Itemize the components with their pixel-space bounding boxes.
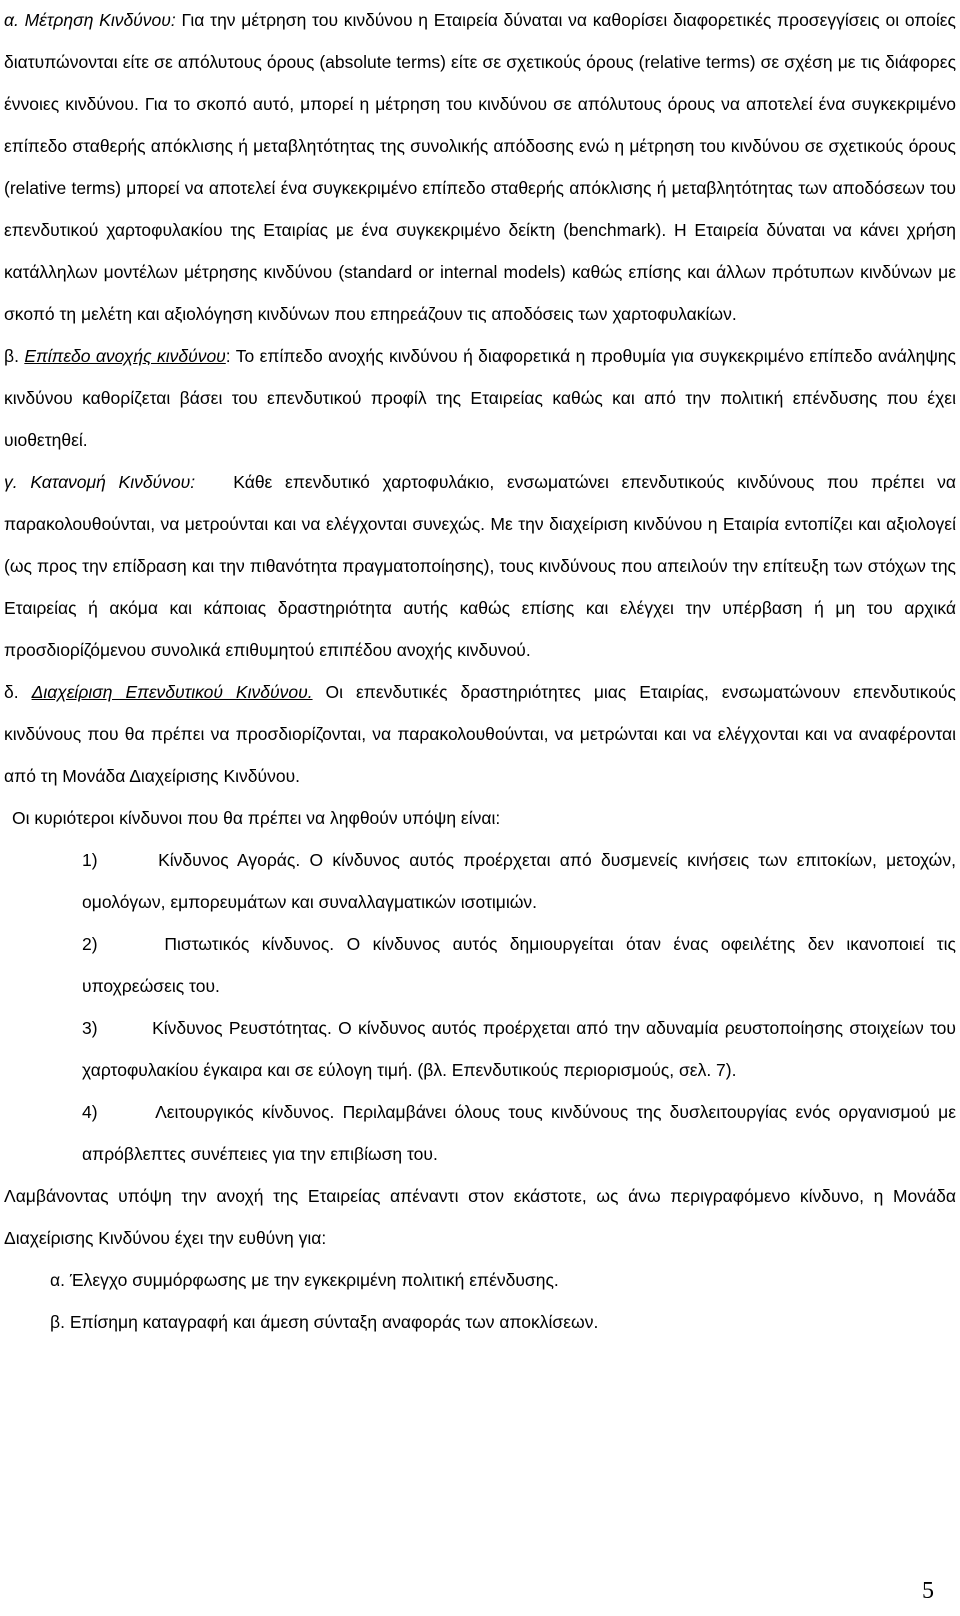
risk-name: Λειτουργικός κίνδυνος. xyxy=(155,1102,335,1122)
risk-text: Περιλαμβάνει όλους τους κινδύνους της δυσλειτουργίας ενός οργανισμού με απρόβλεπτες συνέπειες για την επιβίωση του. xyxy=(82,1102,956,1164)
paragraph-risk-measurement xyxy=(4,0,956,335)
responsibility-list xyxy=(4,1259,956,1343)
list-item xyxy=(4,1007,956,1091)
list-item xyxy=(4,839,956,923)
paragraph-text: Το επίπεδο ανοχής κινδύνου ή διαφορετικά η προθυμία για συγκεκριμένο επίπεδο ανάληψης κινδύνου καθορίζεται βάσει του επενδυτικού προφίλ της Εταιρείας καθώς και από την πολιτική επένδυσης που έχει υιοθετηθεί. xyxy=(4,346,956,450)
list-label: α. xyxy=(50,1270,65,1290)
risk-name: Κίνδυνος Αγοράς. xyxy=(158,850,301,870)
risks-intro: Οι κυριότεροι κίνδυνοι που θα πρέπει να ληφθούν υπόψη είναι: xyxy=(12,808,501,828)
paragraph-text: Κάθε επενδυτικό χαρτοφυλάκιο, ενσωματώνει επενδυτικούς κινδύνους που πρέπει να παρακολουθούνται, να μετρούνται και να ελέγχονται συνεχώς. Με την διαχείριση κινδύνου η Εταιρία εντοπίζει και αξιολογεί (ως προς την επίδραση και την πιθανότητα πραγματοποίησης), τους κινδύνους που απειλούν την επίτευξη των στόχων της Εταιρείας ή ακόμα και κάποιας δραστηριότητα αυτής καθώς επίσης και ελέγχει την υπέρβαση ή μη του αρχικά προσδιορίζόμενου συνολικά επιθυμητού επιπέδου ανοχής κινδυνού. xyxy=(4,472,956,660)
list-number: 4) xyxy=(82,1102,98,1122)
responsibility-intro: Λαμβάνοντας υπόψη την ανοχή της Εταιρείας απέναντι στον εκάστοτε, ως άνω περιγραφόμενο κίνδυνο, η Μονάδα Διαχείρισης Κινδύνου έχει την ευθύνη για: xyxy=(4,1186,956,1248)
paragraph-investment-risk-management xyxy=(4,671,956,797)
list-text: Έλεγχο συμμόρφωσης με την εγκεκριμένη πολιτική επένδυσης. xyxy=(69,1270,559,1290)
list-text: Επίσημη καταγραφή και άμεση σύνταξη αναφοράς των αποκλίσεων. xyxy=(69,1312,599,1332)
paragraph-text: Για την μέτρηση του κινδύνου η Εταιρεία δύναται να καθορίσει διαφορετικές προσεγγίσεις οι οποίες διατυπώνονται είτε σε απόλυτους όρους (absolute terms) είτε σε σχετικούς όρους (relative terms) σε σχέση με τις διάφορες έννοιες κινδύνου. Για το σκοπό αυτό, μπορεί η μέτρηση του κινδύνου σε απόλυτους όρους να αποτελεί ένα συγκεκριμένο επίπεδο σταθερής απόκλισης ή μεταβλητότητας της συνολικής απόδοσης ενώ η μέτρηση του κινδύνου σε σχετικούς όρους (relative terms) μπορεί να αποτελεί ένα συγκεκριμένο επίπεδο σταθερής απόκλισης ή μεταβλητότητας των αποδόσεων του επενδυτικού χαρτοφυλακίου της Εταιρίας με ένα συγκεκριμένο δείκτη (benchmark). Η Εταιρεία δύναται να κάνει χρήση κατάλληλων μοντέλων μέτρησης κινδύνου (standard or internal models) καθώς επίσης και άλλων πρότυπων κινδύνων με σκοπό τη μελέτη και αξιολόγηση κινδύνων που επηρεάζουν τις αποδόσεις των χαρτοφυλακίων. xyxy=(4,10,956,324)
list-item xyxy=(4,1259,956,1301)
list-number: 2) xyxy=(82,934,98,954)
risk-list xyxy=(4,839,956,1175)
risk-name: Πιστωτικός κίνδυνος. xyxy=(164,934,335,954)
item-label: δ. xyxy=(4,682,19,702)
risk-text: Ο κίνδυνος αυτός προέρχεται από δυσμενείς κινήσεις των επιτοκίων, μετοχών, ομολόγων, εμπορευμάτων και συναλλαγματικών ισοτιμιών. xyxy=(82,850,956,912)
list-item xyxy=(4,1091,956,1175)
risk-text: Ο κίνδυνος αυτός προέρχεται από την αδυναμία ρευστοποίησης στοιχείων του χαρτοφυλακίου έγκαιρα και σε εύλογη τιμή. (βλ. Επενδυτικούς περιορισμούς, σελ. 7). xyxy=(82,1018,956,1080)
risk-text: Ο κίνδυνος αυτός δημιουργείται όταν ένας οφειλέτης δεν ικανοποιεί τις υποχρεώσεις του. xyxy=(82,934,956,996)
paragraph-risk-allocation xyxy=(4,461,956,671)
heading-colon: : xyxy=(225,346,231,366)
list-item xyxy=(4,923,956,1007)
section-heading: Διαχείριση Επενδυτικού Κινδύνου. xyxy=(31,682,313,702)
page-number: 5 xyxy=(922,1578,934,1604)
item-label: α. xyxy=(4,10,19,30)
risk-name: Κίνδυνος Ρευστότητας. xyxy=(152,1018,332,1038)
paragraph-text: Οι επενδυτικές δραστηριότητες μιας Εταιρίας, ενσωματώνουν επενδυτικούς κινδύνους που θα πρέπει να προσδιορίζονται, να παρακολουθούνται, να μετρώνται και να ελέγχονται και να αναφέρονται από τη Μονάδα Διαχείρισης Κινδύνου. xyxy=(4,682,956,786)
item-label: β. xyxy=(4,346,19,366)
list-number: 1) xyxy=(82,850,98,870)
section-heading: Κατανομή Κινδύνου: xyxy=(30,472,196,492)
document-page xyxy=(4,0,956,1343)
item-label: γ. xyxy=(4,472,18,492)
list-item xyxy=(4,1301,956,1343)
list-number: 3) xyxy=(82,1018,98,1038)
section-heading: Επίπεδο ανοχής κινδύνου xyxy=(24,346,226,366)
list-label: β. xyxy=(50,1312,65,1332)
section-heading: Μέτρηση Κινδύνου: xyxy=(24,10,176,30)
paragraph-risk-tolerance xyxy=(4,335,956,461)
